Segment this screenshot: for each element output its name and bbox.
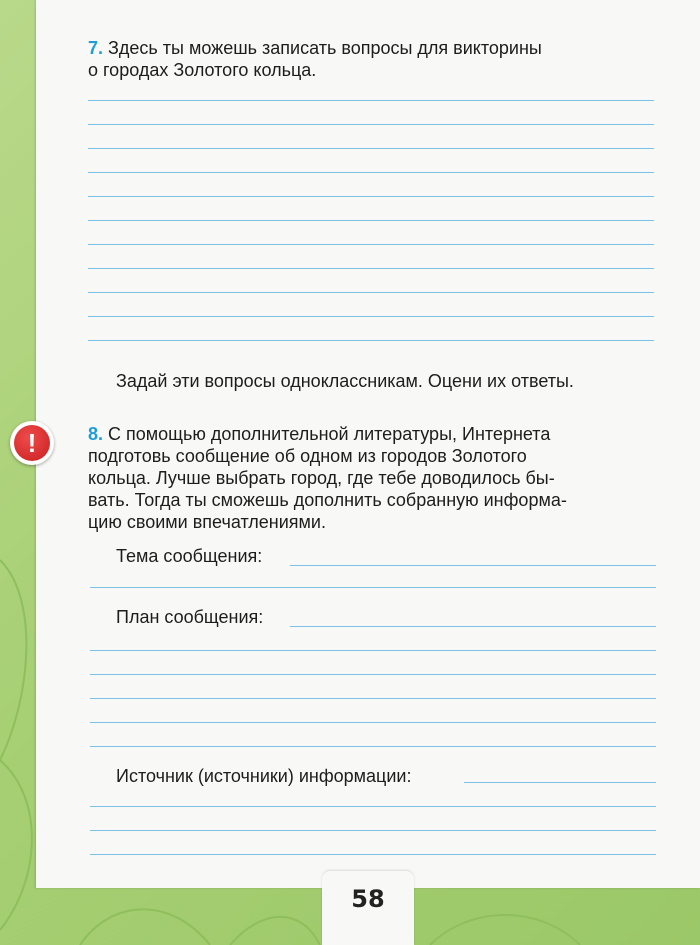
writing-line[interactable] [88, 124, 654, 125]
task8-text-line4: вать. Тогда ты сможешь дополнить собранную информа- [88, 490, 567, 510]
writing-line[interactable] [88, 100, 654, 101]
exclamation-icon: ! [10, 421, 54, 465]
task8-text-line5: цию своими впечатлениями. [88, 512, 326, 532]
writing-line[interactable] [90, 650, 656, 651]
task7-number: 7. [88, 38, 104, 58]
page-number-tab [322, 871, 414, 945]
topic-writing-line[interactable] [290, 565, 656, 566]
writing-line[interactable] [90, 674, 656, 675]
writing-line[interactable] [90, 587, 656, 588]
sources-label: Источник (источники) информации: [116, 766, 412, 786]
task7-followup: Задай эти вопросы одноклассникам. Оцени их ответы. [116, 371, 574, 391]
plan-label: План сообщения: [116, 607, 264, 627]
writing-line[interactable] [90, 722, 656, 723]
writing-line[interactable] [88, 292, 654, 293]
writing-line[interactable] [464, 782, 656, 783]
topic-label: Тема сообщения: [116, 546, 263, 566]
task8-number: 8. [88, 424, 104, 444]
writing-line[interactable] [88, 340, 654, 341]
writing-line[interactable] [88, 148, 654, 149]
task7-text-line2: о городах Золотого кольца. [88, 60, 317, 80]
writing-line[interactable] [88, 244, 654, 245]
writing-line[interactable] [90, 698, 656, 699]
writing-line[interactable] [90, 806, 656, 807]
writing-line[interactable] [90, 830, 656, 831]
task8-text-line3: кольца. Лучше выбрать город, где тебе доводилось бы- [88, 468, 555, 488]
writing-line[interactable] [90, 854, 656, 855]
writing-line[interactable] [88, 196, 654, 197]
task7-line1 [88, 37, 542, 59]
task8-line1 [88, 423, 550, 445]
writing-line[interactable] [88, 220, 654, 221]
writing-line[interactable] [290, 626, 656, 627]
task8-text-line1: С помощью дополнительной литературы, Интернета [108, 424, 551, 444]
writing-line[interactable] [88, 268, 654, 269]
writing-line[interactable] [88, 316, 654, 317]
writing-line[interactable] [88, 172, 654, 173]
task8-text-line2: подготовь сообщение об одном из городов Золотого [88, 446, 527, 466]
task7-text-line1: Здесь ты можешь записать вопросы для викторины [108, 38, 542, 58]
page-number: 58 [351, 885, 385, 913]
writing-line[interactable] [90, 746, 656, 747]
